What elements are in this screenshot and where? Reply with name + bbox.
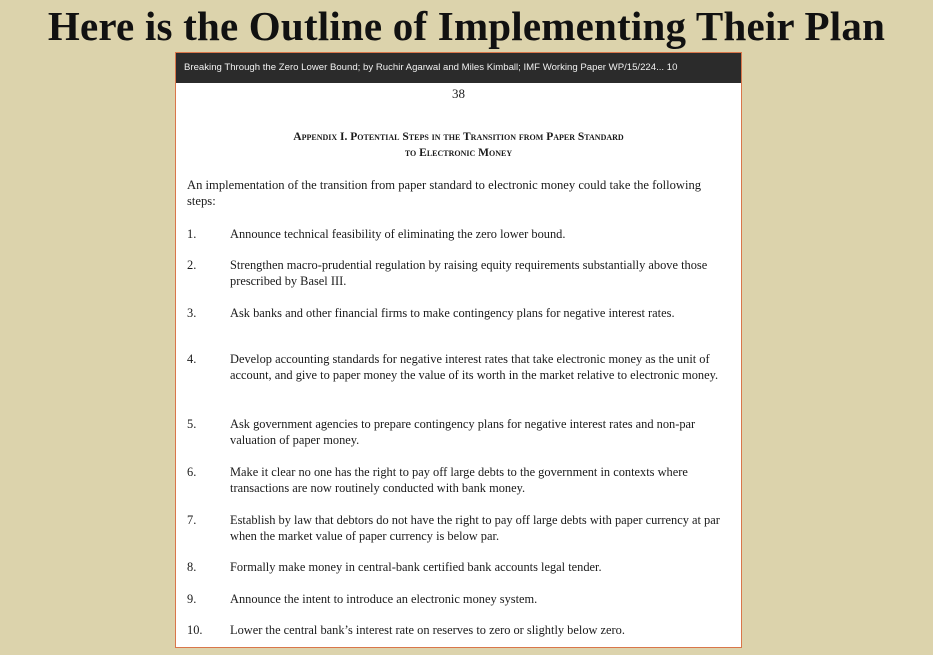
- step-text: Announce technical feasibility of eliminating the zero lower bound.: [230, 227, 566, 241]
- step-text: Announce the intent to introduce an electronic money system.: [230, 592, 538, 606]
- step-number: 9.: [187, 592, 197, 606]
- step-text: Ask banks and other financial firms to make contingency plans for negative interest rates.: [230, 306, 675, 320]
- step-text: Lower the central bank’s interest rate on reserves to zero or slightly below zero.: [230, 623, 625, 637]
- step-number: 7.: [187, 513, 197, 527]
- step-text: Make it clear no one has the right to pay off large debts to the government in contexts where transactions are now routinely conducted with bank money.: [230, 465, 688, 495]
- step-number: 4.: [187, 352, 197, 366]
- appendix-title: [176, 129, 741, 161]
- step-number: 6.: [187, 465, 197, 479]
- appendix-title-line-2: to Electronic Money: [404, 147, 513, 159]
- step-text: Strengthen macro-prudential regulation by raising equity requirements substantially above those prescribed by Basel III.: [230, 258, 708, 288]
- step-text: Formally make money in central-bank certified bank accounts legal tender.: [230, 560, 602, 574]
- intro-paragraph: An implementation of the transition from paper standard to electronic money could take the following steps:: [187, 178, 702, 208]
- slide-title: Here is the Outline of Implementing Their Plan: [47, 3, 886, 49]
- page-number: 38: [452, 86, 465, 101]
- document-viewer: [175, 52, 742, 648]
- step-text: Develop accounting standards for negative interest rates that take electronic money as the unit of account, and give to paper money the value of its worth in the market relative to electronic money.: [230, 352, 719, 382]
- step-number: 2.: [187, 258, 197, 272]
- document-header-bar[interactable]: Breaking Through the Zero Lower Bound; by Ruchir Agarwal and Miles Kimball; IMF Working Paper WP/15/224... 10: [176, 53, 741, 83]
- step-number: 1.: [187, 227, 197, 241]
- step-number: 8.: [187, 560, 197, 574]
- step-number: 3.: [187, 306, 197, 320]
- step-number: 10.: [187, 623, 203, 637]
- step-text: Establish by law that debtors do not have the right to pay off large debts with paper currency at par when the market value of paper currency is below par.: [230, 513, 720, 543]
- appendix-title-line-1: Appendix I. Potential Steps in the Transition from Paper Standard: [293, 131, 624, 143]
- step-number: 5.: [187, 417, 197, 431]
- step-text: Ask government agencies to prepare contingency plans for negative interest rates and non-par valuation of paper money.: [230, 417, 696, 447]
